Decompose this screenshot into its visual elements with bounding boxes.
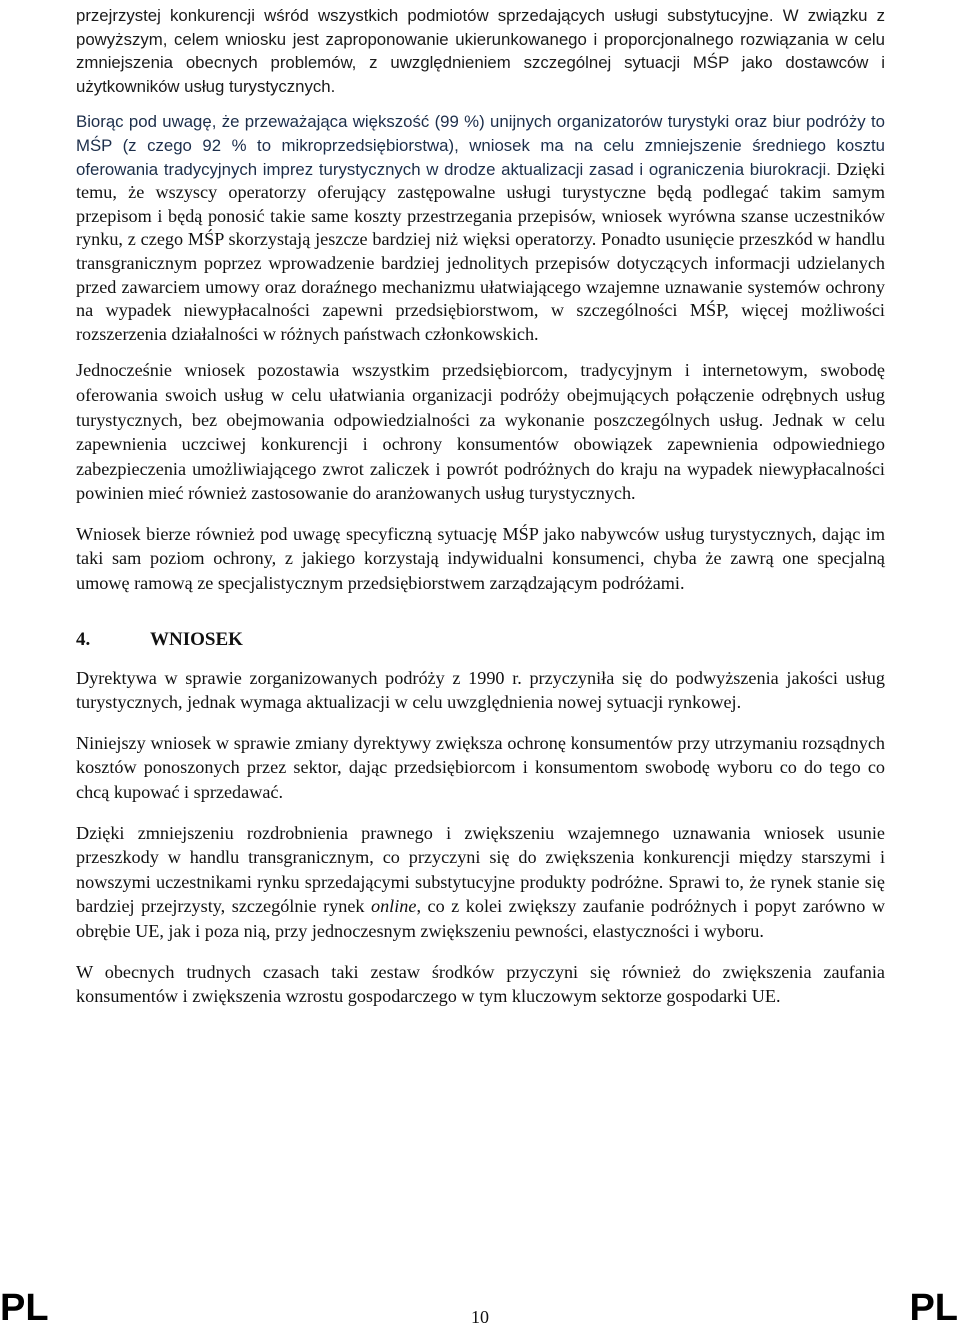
page-number: 10 (471, 1307, 489, 1327)
paragraph-sme-majority-part1: Biorąc pod uwagę, że przeważająca większość (99 %) unijnych organizatorów turystyki oraz biur podróży to MŚP (z czego 92 % to mikroprzedsiębiorstwa), wniosek ma na celu zmniejszenie średniego kosztu oferowania tradycyjnych imprez turystycznych w drodze aktualizacji zasad i ograniczenia biurokracji. (76, 112, 885, 179)
paragraph-difficult-times: W obecnych trudnych czasach taki zestaw środków przyczyni się również do zwiększenia zaufania konsumentów i zwiększenia wzrostu gospodarczego w tym kluczowym sektorze gospodarki UE. (76, 961, 885, 1007)
online-term: online (370, 896, 417, 917)
section-title: WNIOSEK (150, 628, 243, 650)
document-body (76, 4, 885, 1025)
paragraph-fragmentation (76, 821, 885, 944)
section-heading (76, 628, 885, 652)
section-number: 4. (76, 628, 91, 650)
paragraph-fragmentation-part1: Dzięki zmniejszeniu rozdrobnienia prawnego i zwiększeniu wzajemnego uznawania wniosek usunie przeszkody w handlu transgranicznym, co przyczyni się do zwiększenia konkurencji między starszymi i nowszymi uczestnikami rynku sprzedającymi substytucyjne produkty podróżne. Sprawi to, że rynek stanie się bardziej przejrzysty, szczególnie rynek (76, 822, 885, 917)
paragraph-sme-majority (76, 110, 885, 346)
paragraph-sme-majority-part2: Dzięki temu, że wszyscy operatorzy oferujący zastępowalne usługi turystyczne będą podlegać takim samym przepisom i będą ponosić takie same koszty przestrzegania przepisów, wniosek wyrówna szanse uczestników rynku, z czego MŚP skorzystają jeszcze bardziej niż więksi operatorzy. Ponadto usunięcie przeszkód w handlu transgranicznym poprzez wprowadzenie bardziej jednolitych przepisów dotyczących informacji udzielanych przed zawarciem umowy oraz doraźnego mechanizmu ułatwiającego wzajemne uznawanie systemów ochrony na wypadek niewypłacalności zapewni przedsiębiorstwom, w szczególności MŚP, więcej możliwości rozszerzenia działalności w różnych państwach członkowskich. (76, 158, 885, 344)
paragraph-directive-1990: Dyrektywa w sprawie zorganizowanych podróży z 1990 r. przyczyniła się do podwyższenia jakości usług turystycznych, jednak wymaga aktualizacji w celu uwzględnienia nowej sytuacji rynkowej. (76, 667, 885, 713)
paragraph-sme-buyers: Wniosek bierze również pod uwagę specyficzną sytuację MŚP jako nabywców usług turystycznych, dając im taki sam poziom ochrony, z jakiego korzystają indywidualni konsumenci, chyba że zawrą one specjalną umowę ramową ze specjalistycznym przedsiębiorstwem zarządzającym podróżami. (76, 523, 885, 594)
paragraph-proposal-protection: Niniejszy wniosek w sprawie zmiany dyrektywy zwiększa ochronę konsumentów przy utrzymaniu rozsądnych kosztów ponoszonych przez sektor, dając przedsiębiorcom i konsumentom swobodę wyboru co do tego co chcą kupować i sprzedawać. (76, 732, 885, 803)
paragraph-fragmentation-part2: , co z kolei zwiększy zaufanie podróżnych i popyt zarówno w obrębie UE, jak i poza nią, przy jednoczesnym zwiększeniu pewności, elastyczności i wyboru. (76, 896, 885, 941)
paragraph-all-traders: Jednocześnie wniosek pozostawia wszystkim przedsiębiorcom, tradycyjnym i internetowym, swobodę oferowania swoich usług w celu ułatwiania organizacji podróży obejmujących połączenie odrębnych usług turystycznych, bez obejmowania odpowiedzialności za wykonanie poszczególnych usług. Jednak w celu zapewnienia uczciwej konkurencji i ochrony konsumentów obowiązek zapewnienia odpowiedniego zabezpieczenia umożliwiającego zwrot zaliczek i powrót podróżnych do kraju na wypadek niewypłacalności powinien mieć również zastosowanie do aranżowanych usług turystycznych. (76, 360, 885, 504)
footer-language-left: PL (0, 1287, 49, 1329)
paragraph-competition: przejrzystej konkurencji wśród wszystkich podmiotów sprzedających usługi substytucyjne. W związku z powyższym, celem wniosku jest zaproponowanie ukierunkowanego i proporcjonalnego rozwiązania w celu zmniejszenia obecnych problemów, z uwzględnieniem szczególnej sytuacji MŚP jako dostawców i użytkowników usług turystycznych. (76, 6, 885, 96)
footer-language-right: PL (909, 1287, 958, 1329)
